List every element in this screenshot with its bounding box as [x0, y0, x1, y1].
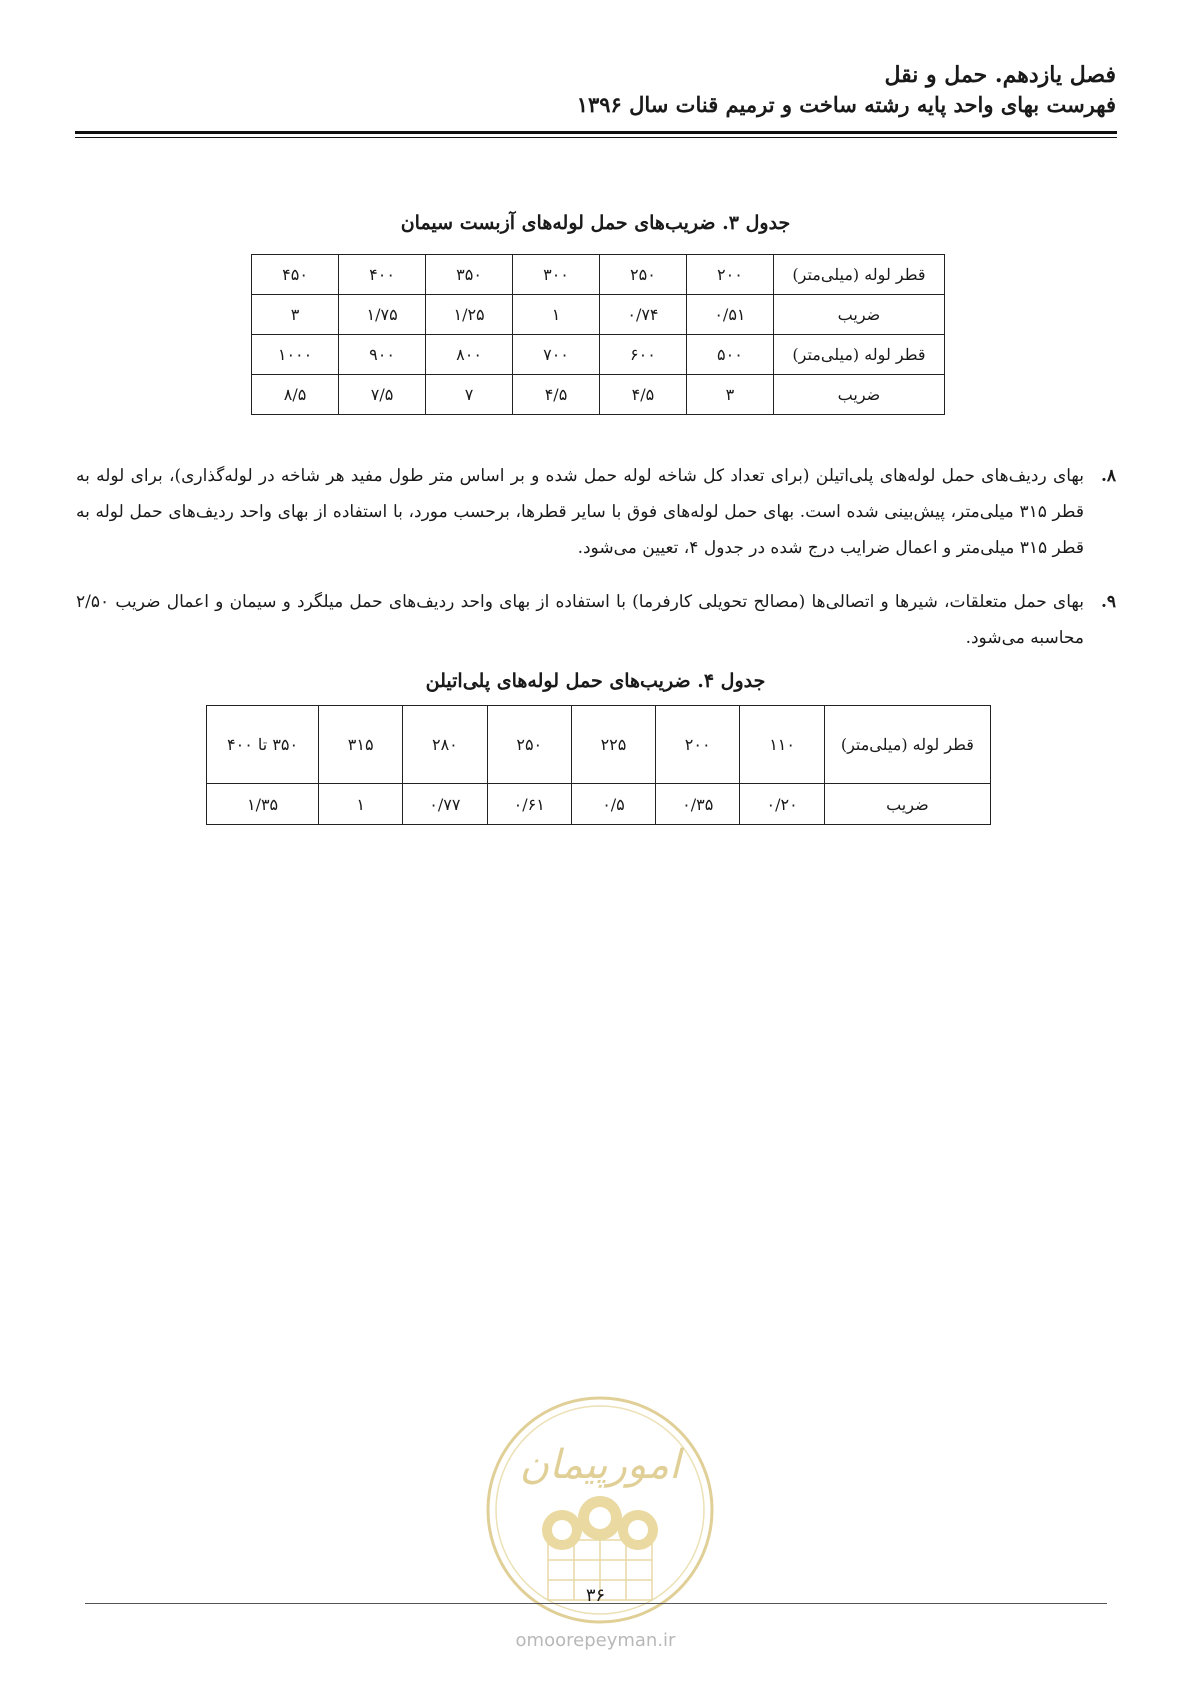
table-row — [252, 335, 945, 375]
table-row — [252, 295, 945, 335]
list-item — [76, 584, 1116, 656]
table-cell: ۶۰۰ — [599, 335, 686, 375]
table-cell: ۰/۵۱ — [686, 295, 773, 335]
table-cell: ۳ — [686, 375, 773, 415]
table-cell-label: ضریب — [773, 375, 944, 415]
table-cell: ۷/۵ — [339, 375, 426, 415]
table-cell: ۱۱۰ — [740, 706, 824, 784]
table-cell: ۲۲۵ — [571, 706, 655, 784]
table-cell: ۲۵۰ — [599, 255, 686, 295]
table-cell-label: قطر لوله (میلی‌متر) — [824, 706, 990, 784]
table-cell: ۴۵۰ — [252, 255, 339, 295]
document-subtitle: فهرست بهای واحد پایه رشته ساخت و ترمیم قنات سال ۱۳۹۶ — [576, 92, 1116, 117]
table-cell: ۰/۷۴ — [599, 295, 686, 335]
page-number: ۳۶ — [585, 1585, 606, 1606]
table-cell: ۴/۵ — [599, 375, 686, 415]
watermark-text: امورپیمان — [519, 1442, 681, 1488]
table-cell: ۹۰۰ — [339, 335, 426, 375]
page-header — [76, 60, 1116, 120]
table-cell: ۳۵۰ تا ۴۰۰ — [207, 706, 319, 784]
table-cell: ۱/۲۵ — [426, 295, 513, 335]
table-cell: ۰/۶۱ — [487, 784, 571, 825]
table-cell: ۷۰۰ — [513, 335, 600, 375]
table-cell: ۳۰۰ — [513, 255, 600, 295]
table-cell: ۱ — [319, 784, 403, 825]
website-watermark: omoorepeyman.ir — [515, 1630, 676, 1651]
table-cell: ۰/۳۵ — [656, 784, 740, 825]
table-cell: ۳۵۰ — [426, 255, 513, 295]
table-cell: ۰/۲۰ — [740, 784, 824, 825]
table-cell: ۲۸۰ — [403, 706, 487, 784]
table-cell: ۲۵۰ — [487, 706, 571, 784]
table-cell: ۸۰۰ — [426, 335, 513, 375]
table-cell: ۱۰۰۰ — [252, 335, 339, 375]
item-text: بهای حمل متعلقات، شیرها و اتصالی‌ها (مصالح تحویلی کارفرما) با استفاده از بهای واحد ردیف‌های حمل میلگرد و سیمان و اعمال ضریب ۲/۵۰ محاسبه می‌شود. — [76, 592, 1084, 648]
table-cell: ۵۰۰ — [686, 335, 773, 375]
item-text: بهای ردیف‌های حمل لوله‌های پلی‌اتیلن (برای تعداد کل شاخه لوله حمل شده و بر اساس متر طول مفید هر شاخه در لوله‌گذاری)، برای لوله به قطر ۳۱۵ میلی‌متر، پیش‌بینی شده است. بهای حمل لوله‌های فوق با سایر قطرها، برحسب مورد، با استفاده از بهای واحد ردیف‌های حمل لوله به قطر ۳۱۵ میلی‌متر و اعمال ضرایب درج شده در جدول ۴، تعیین می‌شود. — [76, 466, 1084, 558]
table4-polyethylene — [206, 705, 991, 825]
item-number: ۸. — [1100, 466, 1116, 486]
table-cell: ۷ — [426, 375, 513, 415]
table-cell: ۴/۵ — [513, 375, 600, 415]
table-row — [207, 784, 991, 825]
table-cell: ۱/۳۵ — [207, 784, 319, 825]
table-cell-label: ضریب — [773, 295, 944, 335]
table-cell: ۸/۵ — [252, 375, 339, 415]
header-rule-thick — [75, 131, 1117, 134]
table-cell: ۰/۵ — [571, 784, 655, 825]
table3-asbestos-cement — [251, 254, 945, 415]
table-cell-label: قطر لوله (میلی‌متر) — [773, 335, 944, 375]
table-cell-label: ضریب — [824, 784, 990, 825]
table-row — [252, 255, 945, 295]
table-cell: ۲۰۰ — [656, 706, 740, 784]
table-cell: ۱/۷۵ — [339, 295, 426, 335]
table-cell-label: قطر لوله (میلی‌متر) — [773, 255, 944, 295]
chapter-title: فصل یازدهم. حمل و نقل — [884, 62, 1116, 88]
item-number: ۹. — [1100, 592, 1116, 612]
table-cell: ۳ — [252, 295, 339, 335]
table3-caption: جدول ۳. ضریب‌های حمل لوله‌های آزبست سیمان — [400, 212, 791, 234]
table-cell: ۴۰۰ — [339, 255, 426, 295]
table-cell: ۳۱۵ — [319, 706, 403, 784]
table-cell: ۲۰۰ — [686, 255, 773, 295]
list-item — [76, 458, 1116, 566]
table-row — [207, 706, 991, 784]
table4-caption: جدول ۴. ضریب‌های حمل لوله‌های پلی‌اتیلن — [425, 670, 766, 692]
table-row — [252, 375, 945, 415]
header-rule-thin — [75, 137, 1117, 138]
table-cell: ۱ — [513, 295, 600, 335]
table-cell: ۰/۷۷ — [403, 784, 487, 825]
